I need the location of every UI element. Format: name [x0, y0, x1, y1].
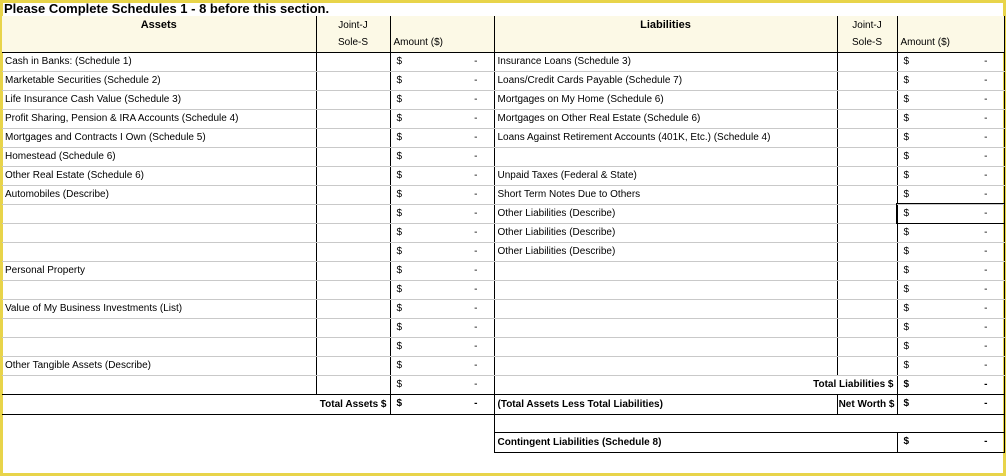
table-row — [2, 166, 1004, 185]
asset-description[interactable]: Other Tangible Assets (Describe) — [2, 356, 316, 375]
liability-description[interactable]: Other Liabilities (Describe) — [494, 204, 837, 223]
asset-description[interactable] — [2, 280, 316, 299]
spacer-left — [2, 414, 494, 432]
amount-value: - — [984, 302, 988, 314]
amount-value: - — [984, 188, 988, 200]
liability-description[interactable]: Loans/Credit Cards Payable (Schedule 7) — [494, 71, 837, 90]
asset-description[interactable] — [2, 242, 316, 261]
currency-symbol: $ — [396, 397, 403, 409]
asset-joint-sole[interactable] — [316, 261, 390, 280]
amount-value: - — [984, 340, 988, 352]
spacer-row — [2, 414, 1004, 432]
asset-description[interactable]: Personal Property — [2, 261, 316, 280]
table-row — [2, 52, 1004, 71]
table-row — [2, 375, 1004, 394]
currency-symbol: $ — [903, 340, 910, 352]
amount-value: - — [474, 283, 478, 295]
contingent-liabilities-label: Contingent Liabilities (Schedule 8) — [494, 432, 897, 452]
asset-description[interactable] — [2, 318, 316, 337]
asset-amount[interactable] — [390, 299, 494, 318]
amount-value: - — [474, 245, 478, 257]
asset-joint-sole[interactable] — [316, 204, 390, 223]
liability-description[interactable]: Short Term Notes Due to Others — [494, 185, 837, 204]
asset-amount[interactable] — [390, 90, 494, 109]
currency-symbol: $ — [396, 169, 403, 181]
asset-amount[interactable] — [390, 375, 494, 394]
currency-symbol: $ — [396, 131, 403, 143]
net-worth-label: Net Worth $ — [837, 394, 897, 414]
assets-amount-header: Amount ($) — [390, 34, 494, 52]
asset-amount[interactable] — [390, 128, 494, 147]
liability-joint-sole[interactable] — [837, 128, 897, 147]
amount-value: - — [474, 112, 478, 124]
total-assets-label: Total Assets $ — [2, 394, 390, 414]
currency-symbol: $ — [903, 207, 910, 219]
asset-amount[interactable] — [390, 185, 494, 204]
liabilities-amount-header-top — [897, 16, 1004, 34]
table-row — [2, 337, 1004, 356]
liability-amount[interactable] — [897, 166, 1004, 185]
amount-value: - — [984, 150, 988, 162]
currency-symbol: $ — [903, 93, 910, 105]
liabilities-header: Liabilities — [494, 16, 837, 34]
liability-joint-sole[interactable] — [837, 185, 897, 204]
currency-symbol: $ — [903, 264, 910, 276]
table-row — [2, 147, 1004, 166]
liability-amount[interactable] — [897, 109, 1004, 128]
liability-amount[interactable] — [897, 261, 1004, 280]
amount-value: - — [474, 131, 478, 143]
amount-value: - — [984, 321, 988, 333]
liability-description[interactable] — [494, 147, 837, 166]
liability-joint-sole[interactable] — [837, 204, 897, 223]
liability-joint-sole[interactable] — [837, 71, 897, 90]
spacer-amount — [897, 414, 1004, 432]
liability-description[interactable] — [494, 261, 837, 280]
currency-symbol: $ — [396, 55, 403, 67]
liability-description[interactable]: Unpaid Taxes (Federal & State) — [494, 166, 837, 185]
currency-symbol: $ — [396, 245, 403, 257]
contingent-left-blank — [2, 432, 494, 452]
currency-symbol: $ — [396, 302, 403, 314]
currency-symbol: $ — [903, 131, 910, 143]
asset-joint-sole[interactable] — [316, 337, 390, 356]
amount-value: - — [474, 188, 478, 200]
asset-description[interactable] — [2, 337, 316, 356]
amount-value: - — [474, 226, 478, 238]
table-row — [2, 128, 1004, 147]
asset-description[interactable]: Life Insurance Cash Value (Schedule 3) — [2, 90, 316, 109]
liability-description[interactable]: Insurance Loans (Schedule 3) — [494, 52, 837, 71]
asset-amount[interactable] — [390, 356, 494, 375]
total-assets-amount[interactable] — [390, 394, 494, 414]
liability-amount[interactable] — [897, 223, 1004, 242]
asset-joint-sole[interactable] — [316, 147, 390, 166]
liability-description[interactable]: Loans Against Retirement Accounts (401K, Etc.) (Schedule 4) — [494, 128, 837, 147]
currency-symbol: $ — [396, 112, 403, 124]
liability-joint-sole[interactable] — [837, 90, 897, 109]
liability-description[interactable]: Mortgages on Other Real Estate (Schedule 6) — [494, 109, 837, 128]
liability-joint-sole[interactable] — [837, 280, 897, 299]
amount-value: - — [984, 112, 988, 124]
liability-joint-sole[interactable] — [837, 318, 897, 337]
totals-row — [2, 394, 1004, 414]
currency-symbol: $ — [903, 397, 910, 409]
asset-amount[interactable] — [390, 109, 494, 128]
asset-amount[interactable] — [390, 71, 494, 90]
amount-value: - — [984, 169, 988, 181]
asset-description[interactable] — [2, 204, 316, 223]
currency-symbol: $ — [903, 302, 910, 314]
currency-symbol: $ — [903, 321, 910, 333]
table-row — [2, 318, 1004, 337]
liability-amount[interactable] — [897, 204, 1004, 223]
amount-value: - — [984, 55, 988, 67]
asset-description[interactable]: Profit Sharing, Pension & IRA Accounts (Schedule 4) — [2, 109, 316, 128]
liability-joint-sole[interactable] — [837, 147, 897, 166]
asset-amount[interactable] — [390, 318, 494, 337]
amount-value: - — [474, 74, 478, 86]
asset-joint-sole[interactable] — [316, 299, 390, 318]
amount-value: - — [474, 93, 478, 105]
amount-value: - — [474, 169, 478, 181]
table-row — [2, 261, 1004, 280]
currency-symbol: $ — [396, 378, 403, 390]
table-row — [2, 299, 1004, 318]
asset-joint-sole[interactable] — [316, 356, 390, 375]
currency-symbol: $ — [903, 150, 910, 162]
amount-value: - — [474, 207, 478, 219]
currency-symbol: $ — [396, 188, 403, 200]
liability-amount[interactable] — [897, 318, 1004, 337]
table-row — [2, 356, 1004, 375]
liability-amount[interactable] — [897, 337, 1004, 356]
liabilities-sole-header: Sole-S — [837, 34, 897, 52]
asset-amount[interactable] — [390, 166, 494, 185]
liability-amount[interactable] — [897, 280, 1004, 299]
liability-amount[interactable] — [897, 356, 1004, 375]
asset-amount[interactable] — [390, 261, 494, 280]
liability-amount[interactable] — [897, 242, 1004, 261]
assets-less-liabilities-label: (Total Assets Less Total Liabilities) — [494, 394, 837, 414]
total-liabilities-amount[interactable] — [897, 375, 1004, 394]
table-row — [2, 90, 1004, 109]
table-row — [2, 280, 1004, 299]
amount-value: - — [984, 207, 988, 219]
currency-symbol: $ — [396, 93, 403, 105]
currency-symbol: $ — [903, 226, 910, 238]
asset-description[interactable] — [2, 375, 316, 394]
asset-description[interactable]: Mortgages and Contracts I Own (Schedule 5) — [2, 128, 316, 147]
liability-amount[interactable] — [897, 90, 1004, 109]
liability-amount[interactable] — [897, 52, 1004, 71]
liability-amount[interactable] — [897, 185, 1004, 204]
asset-description[interactable]: Marketable Securities (Schedule 2) — [2, 71, 316, 90]
liability-joint-sole[interactable] — [837, 166, 897, 185]
contingent-liabilities-amount[interactable] — [897, 432, 1004, 452]
asset-joint-sole[interactable] — [316, 242, 390, 261]
amount-value: - — [984, 245, 988, 257]
asset-joint-sole[interactable] — [316, 128, 390, 147]
amount-value: - — [474, 55, 478, 67]
amount-value: - — [984, 378, 988, 390]
currency-symbol: $ — [903, 74, 910, 86]
amount-value: - — [474, 378, 478, 390]
balance-sheet-table — [2, 16, 1005, 453]
table-row — [2, 109, 1004, 128]
currency-symbol: $ — [903, 55, 910, 67]
asset-amount[interactable] — [390, 280, 494, 299]
liabilities-joint-header: Joint-J — [837, 16, 897, 34]
amount-value: - — [984, 131, 988, 143]
currency-symbol: $ — [903, 169, 910, 181]
liability-amount[interactable] — [897, 147, 1004, 166]
liability-amount[interactable] — [897, 128, 1004, 147]
net-worth-amount[interactable] — [897, 394, 1004, 414]
liability-joint-sole[interactable] — [837, 299, 897, 318]
asset-amount[interactable] — [390, 52, 494, 71]
asset-joint-sole[interactable] — [316, 223, 390, 242]
assets-header: Assets — [2, 16, 316, 34]
asset-joint-sole[interactable] — [316, 166, 390, 185]
currency-symbol: $ — [903, 112, 910, 124]
liability-description[interactable] — [494, 356, 837, 375]
liability-amount[interactable] — [897, 71, 1004, 90]
asset-joint-sole[interactable] — [316, 280, 390, 299]
liability-description[interactable] — [494, 337, 837, 356]
currency-symbol: $ — [903, 435, 910, 447]
asset-joint-sole[interactable] — [316, 90, 390, 109]
table-row — [2, 204, 1004, 223]
asset-description[interactable]: Automobiles (Describe) — [2, 185, 316, 204]
liability-description[interactable] — [494, 318, 837, 337]
amount-value: - — [984, 283, 988, 295]
header-row-1 — [2, 16, 1004, 34]
asset-joint-sole[interactable] — [316, 375, 390, 394]
currency-symbol: $ — [396, 264, 403, 276]
amount-value: - — [474, 397, 478, 409]
asset-description[interactable]: Cash in Banks: (Schedule 1) — [2, 52, 316, 71]
liability-joint-sole[interactable] — [837, 337, 897, 356]
currency-symbol: $ — [903, 378, 910, 390]
liability-joint-sole[interactable] — [837, 242, 897, 261]
asset-description[interactable]: Value of My Business Investments (List) — [2, 299, 316, 318]
liability-description[interactable]: Other Liabilities (Describe) — [494, 223, 837, 242]
currency-symbol: $ — [396, 340, 403, 352]
currency-symbol: $ — [903, 188, 910, 200]
currency-symbol: $ — [903, 245, 910, 257]
asset-amount[interactable] — [390, 147, 494, 166]
amount-value: - — [474, 302, 478, 314]
amount-value: - — [984, 359, 988, 371]
contingent-row — [2, 432, 1004, 452]
asset-joint-sole[interactable] — [316, 52, 390, 71]
liability-description[interactable]: Mortgages on My Home (Schedule 6) — [494, 90, 837, 109]
amount-value: - — [474, 340, 478, 352]
assets-header-spacer — [2, 34, 316, 52]
asset-description[interactable] — [2, 223, 316, 242]
table-row — [2, 242, 1004, 261]
currency-symbol: $ — [396, 321, 403, 333]
asset-description[interactable]: Homestead (Schedule 6) — [2, 147, 316, 166]
liabilities-header-spacer — [494, 34, 837, 52]
asset-joint-sole[interactable] — [316, 109, 390, 128]
asset-joint-sole[interactable] — [316, 185, 390, 204]
amount-value: - — [474, 150, 478, 162]
liabilities-amount-header: Amount ($) — [897, 34, 1004, 52]
table-row — [2, 185, 1004, 204]
currency-symbol: $ — [903, 359, 910, 371]
asset-joint-sole[interactable] — [316, 318, 390, 337]
assets-sole-header: Sole-S — [316, 34, 390, 52]
currency-symbol: $ — [396, 74, 403, 86]
asset-description[interactable]: Other Real Estate (Schedule 6) — [2, 166, 316, 185]
currency-symbol: $ — [903, 283, 910, 295]
assets-amount-header-top — [390, 16, 494, 34]
currency-symbol: $ — [396, 150, 403, 162]
liability-joint-sole[interactable] — [837, 52, 897, 71]
assets-joint-header: Joint-J — [316, 16, 390, 34]
liability-amount[interactable] — [897, 299, 1004, 318]
table-row — [2, 71, 1004, 90]
liability-description[interactable] — [494, 299, 837, 318]
amount-value: - — [474, 264, 478, 276]
header-row-2 — [2, 34, 1004, 52]
liability-joint-sole[interactable] — [837, 356, 897, 375]
currency-symbol: $ — [396, 207, 403, 219]
section-title: Please Complete Schedules 1 - 8 before this section. — [4, 1, 330, 16]
table-row — [2, 223, 1004, 242]
asset-joint-sole[interactable] — [316, 71, 390, 90]
amount-value: - — [984, 435, 988, 447]
amount-value: - — [984, 397, 988, 409]
total-liabilities-label: Total Liabilities $ — [494, 375, 897, 394]
spacer-right — [494, 414, 897, 432]
amount-value: - — [984, 226, 988, 238]
asset-amount[interactable] — [390, 223, 494, 242]
liability-description[interactable] — [494, 280, 837, 299]
liability-joint-sole[interactable] — [837, 109, 897, 128]
liability-description[interactable]: Other Liabilities (Describe) — [494, 242, 837, 261]
asset-amount[interactable] — [390, 204, 494, 223]
asset-amount[interactable] — [390, 337, 494, 356]
amount-value: - — [474, 359, 478, 371]
currency-symbol: $ — [396, 226, 403, 238]
amount-value: - — [984, 93, 988, 105]
asset-amount[interactable] — [390, 242, 494, 261]
currency-symbol: $ — [396, 283, 403, 295]
liability-joint-sole[interactable] — [837, 261, 897, 280]
liability-joint-sole[interactable] — [837, 223, 897, 242]
currency-symbol: $ — [396, 359, 403, 371]
amount-value: - — [984, 264, 988, 276]
amount-value: - — [984, 74, 988, 86]
amount-value: - — [474, 321, 478, 333]
